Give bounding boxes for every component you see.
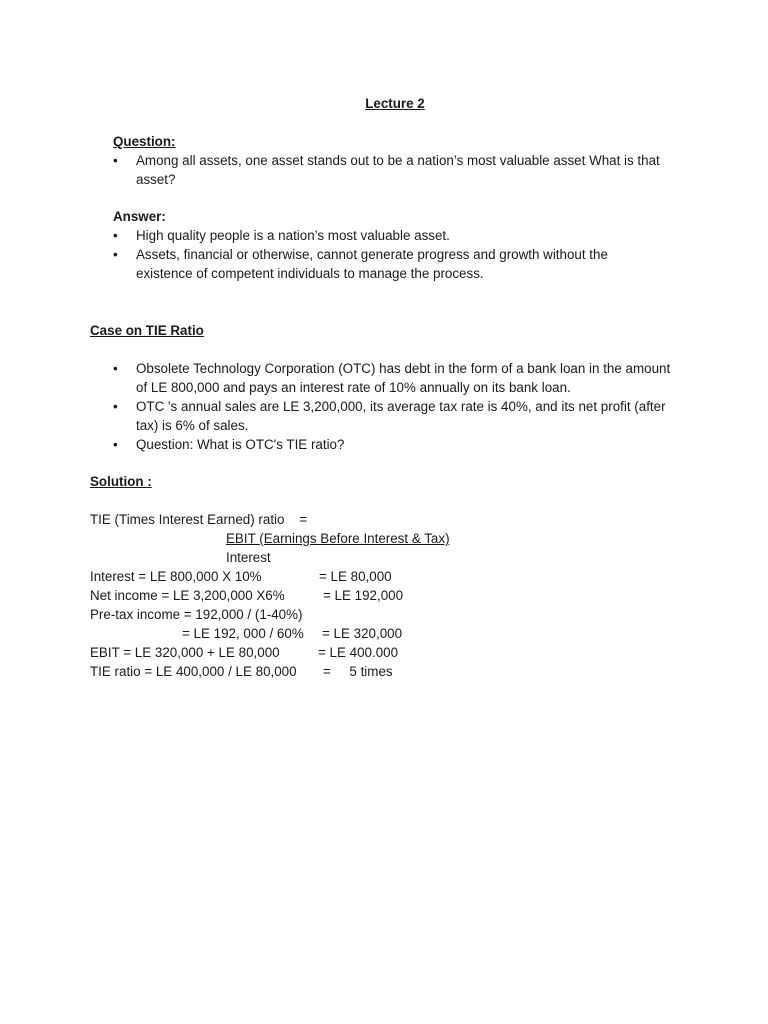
page-title: Lecture 2 [365, 96, 425, 111]
case-heading: Case on TIE Ratio [90, 323, 204, 338]
list-item: • Question: What is OTC's TIE ratio? [113, 435, 678, 454]
question-section [113, 132, 693, 189]
list-item: • High quality people is a nation’s most valuable asset. [113, 226, 643, 245]
formula-numerator: EBIT (Earnings Before Interest & Tax) [226, 531, 450, 546]
list-item: • Among all assets, one asset stands out to be a nation’s most valuable asset What is that asset? [113, 151, 693, 189]
list-item: • Obsolete Technology Corporation (OTC) has debt in the form of a bank loan in the amount of LE 800,000 and pays an interest rate of 10% annually on its bank loan. [113, 359, 678, 397]
calc-step-left: Net income = LE 3,200,000 X6% [90, 588, 285, 603]
answer-list [113, 226, 643, 283]
list-item: • OTC 's annual sales are LE 3,200,000, its average tax rate is 40%, and its net profit (after tax) is 6% of sales. [113, 397, 678, 435]
calc-step-left: = LE 192, 000 / 60% [182, 626, 304, 641]
case-list [113, 359, 678, 454]
solution-heading: Solution : [90, 474, 152, 489]
formula-denominator: Interest [226, 550, 271, 565]
calc-step-left: Interest = LE 800,000 X 10% [90, 569, 262, 584]
calc-step-left: Pre-tax income = 192,000 / (1-40%) [90, 607, 303, 622]
calc-step-left: TIE ratio = LE 400,000 / LE 80,000 [90, 664, 297, 679]
formula-label: TIE (Times Interest Earned) ratio = [90, 512, 308, 527]
question-heading: Question: [113, 134, 176, 149]
calc-step-right: = LE 192,000 [323, 588, 404, 603]
calc-step-right: = LE 80,000 [319, 569, 392, 584]
calc-step-right: = LE 400.000 [318, 645, 399, 660]
question-list [113, 151, 693, 189]
calc-step-right: = LE 320,000 [322, 626, 403, 641]
calc-step-left: EBIT = LE 320,000 + LE 80,000 [90, 645, 280, 660]
list-item: • Assets, financial or otherwise, cannot generate progress and growth without the existence of competent individuals to manage the process. [113, 245, 643, 283]
answer-section [113, 207, 643, 283]
calc-step-right: = 5 times [323, 664, 393, 679]
case-section [113, 359, 678, 454]
answer-heading: Answer: [113, 209, 166, 224]
